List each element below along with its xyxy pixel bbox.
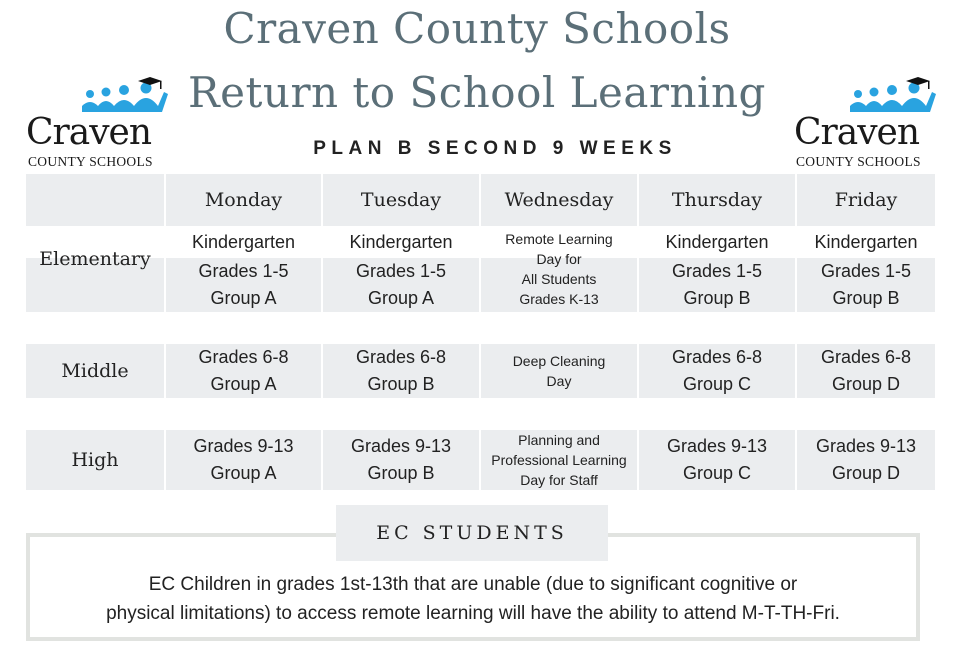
group-text: Group B <box>367 463 435 483</box>
group-text: Group D <box>831 374 901 394</box>
plan-subtitle: PLAN B SECOND 9 WEEKS <box>313 138 677 159</box>
grade-text: Grades 6-8 <box>671 347 763 367</box>
kinder-cell: Kindergarten <box>166 226 323 258</box>
ec-students-label: EC STUDENTS <box>336 505 608 561</box>
group-text: Group A <box>210 463 277 483</box>
wed-cleaning-cell <box>481 344 639 398</box>
ec-text-line: EC Children in grades 1st-13th that are unable (due to significant cognitive or <box>148 574 798 595</box>
students-with-graduation-cap-icon <box>846 76 938 116</box>
grade-text: Grades 1-5 <box>671 261 763 281</box>
ec-students-text <box>30 570 916 628</box>
group-text: Group C <box>682 463 752 483</box>
logo-wordmark: Craven <box>26 112 152 153</box>
group-text: Group B <box>683 288 751 308</box>
grade-text: Grades 1-5 <box>198 261 289 281</box>
grade-text: Grades 9-13 <box>815 436 917 456</box>
group-text: Group A <box>210 288 277 308</box>
spacer-row <box>26 398 937 430</box>
grade-text: Grades 9-13 <box>193 436 294 456</box>
logo-subtext: COUNTY SCHOOLS <box>796 154 921 169</box>
grade-cell <box>323 344 481 398</box>
grade-cell <box>323 258 481 312</box>
grade-cell <box>639 258 797 312</box>
grade-cell <box>323 430 481 490</box>
group-text: Group A <box>210 374 277 394</box>
grade-cell <box>797 430 937 490</box>
wed-line: Remote Learning <box>505 231 613 247</box>
wed-line: Planning and <box>518 432 600 448</box>
wed-remote-cell <box>481 226 639 312</box>
day-header-row <box>26 174 937 226</box>
wed-line: Day <box>546 373 572 389</box>
ec-text-line: physical limitations) to access remote learning will have the ability to attend M-T-TH-Fri. <box>106 603 840 624</box>
grade-cell <box>166 430 323 490</box>
schedule-table <box>26 174 937 490</box>
group-text: Group C <box>682 374 752 394</box>
day-header: Monday <box>166 174 323 226</box>
day-header: Thursday <box>639 174 797 226</box>
grade-cell <box>639 430 797 490</box>
level-label-elementary <box>26 248 166 312</box>
grade-cell <box>166 258 323 312</box>
grade-text: Grades 6-8 <box>820 347 912 367</box>
day-header: Wednesday <box>481 174 639 226</box>
wed-line: Day for Staff <box>520 472 598 488</box>
wed-line: Grades K-13 <box>519 291 599 307</box>
wed-line: Day for <box>536 251 582 267</box>
students-with-graduation-cap-icon <box>78 76 170 116</box>
grade-cell <box>639 344 797 398</box>
grade-cell <box>797 344 937 398</box>
wed-line: Deep Cleaning <box>512 353 606 369</box>
level-label: Elementary <box>39 248 151 270</box>
grade-text: Grades 1-5 <box>355 261 447 281</box>
kinder-cell: Kindergarten <box>797 226 937 258</box>
grade-text: Grades 1-5 <box>820 261 912 281</box>
grade-text: Grades 9-13 <box>666 436 768 456</box>
wed-line: All Students <box>521 271 597 287</box>
day-header: Friday <box>797 174 937 226</box>
kinder-cell: Kindergarten <box>323 226 481 258</box>
group-text: Group D <box>831 463 901 483</box>
grade-cell <box>166 344 323 398</box>
group-text: Group B <box>367 374 435 394</box>
grade-text: Grades 6-8 <box>355 347 447 367</box>
wed-planning-cell <box>481 430 639 490</box>
day-header: Tuesday <box>323 174 481 226</box>
craven-logo-left <box>26 76 176 176</box>
group-text: Group B <box>832 288 900 308</box>
high-grades-row <box>26 430 937 490</box>
logo-wordmark: Craven <box>794 112 920 153</box>
spacer-row <box>26 312 937 344</box>
grade-cell <box>797 258 937 312</box>
kinder-cell: Kindergarten <box>639 226 797 258</box>
wed-line: Professional Learning <box>491 452 627 468</box>
logo-subtext: COUNTY SCHOOLS <box>28 154 153 169</box>
level-label-middle: Middle <box>26 344 166 398</box>
craven-logo-right <box>794 76 944 176</box>
level-label-high: High <box>26 430 166 490</box>
page-title-line2: Return to School Learning <box>188 68 766 117</box>
middle-grades-row <box>26 344 937 398</box>
group-text: Group A <box>367 288 435 308</box>
grade-text: Grades 9-13 <box>350 436 452 456</box>
grade-text: Grades 6-8 <box>198 347 289 367</box>
corner-cell <box>26 174 166 226</box>
page-title-line1: Craven County Schools <box>223 4 731 53</box>
